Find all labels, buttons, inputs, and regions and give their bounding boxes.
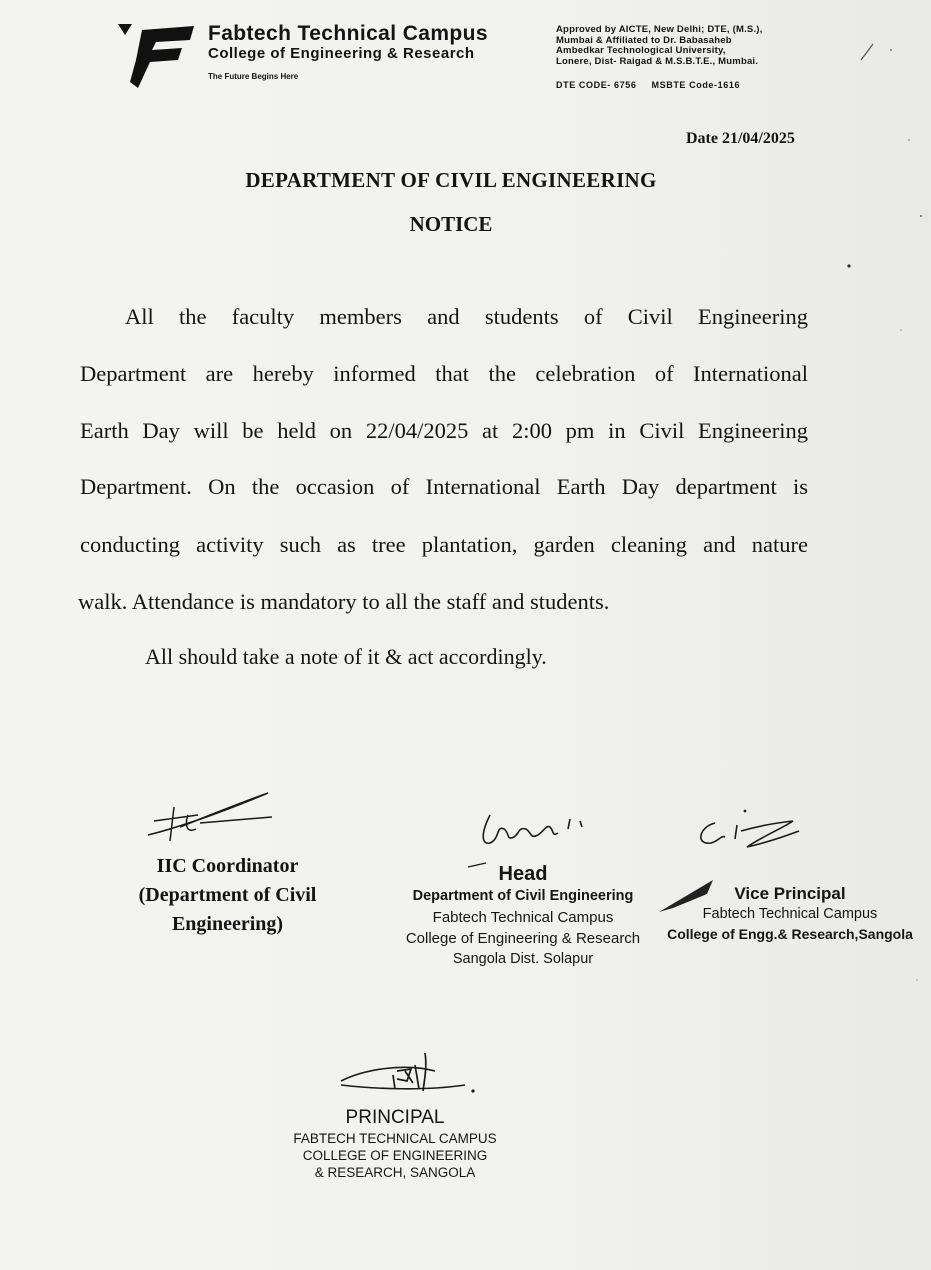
iic-signatory: [120, 852, 335, 939]
vice-principal-title: Vice Principal: [734, 884, 846, 903]
dte-code: DTE CODE- 6756: [556, 80, 637, 90]
signatory-line: Engineering): [171, 913, 284, 935]
department-heading: DEPARTMENT OF CIVIL ENGINEERING: [245, 168, 657, 192]
paper-texture: [841, 0, 931, 1270]
iic-signature: [140, 785, 285, 850]
notice-body-line: All the faculty members and students of Civil Engineering: [125, 304, 808, 329]
tagline: The Future Begins Here: [208, 72, 299, 81]
vice-principal-signature: [685, 805, 815, 865]
hod-title: Head: [498, 863, 548, 885]
stamp-line: & RESEARCH, SANGOLA: [314, 1165, 476, 1180]
notice-body-line: Department. On the occasion of International Earth Day department is: [80, 474, 808, 499]
stamp-line: Sangola Dist. Solapur: [452, 951, 594, 967]
stamp-line: College of Engg.& Research,Sangola: [667, 926, 913, 942]
institute-brand: [208, 22, 488, 81]
fabtech-logo-icon: [116, 20, 198, 92]
notice-body-line: Earth Day will be held on 22/04/2025 at 2:00 pm in Civil Engineering: [80, 418, 808, 443]
stamp-line: Fabtech Technical Campus: [432, 909, 614, 926]
hod-stamp: [388, 862, 658, 970]
notice-date: Date 21/04/2025: [686, 130, 795, 147]
approval-text: [556, 25, 816, 67]
closing-line: All should take a note of it & act accordingly.: [145, 644, 547, 669]
college-name: College of Engineering & Research: [208, 45, 475, 62]
approval-line: Mumbai & Affiliated to Dr. Babasaheb: [556, 34, 732, 46]
notice-title: NOTICE: [409, 212, 493, 236]
approval-line: Ambedkar Technological University,: [556, 45, 726, 56]
principal-title: PRINCIPAL: [345, 1107, 445, 1128]
notice-body-line: walk. Attendance is mandatory to all the staff and students.: [78, 589, 610, 614]
principal-signature: [335, 1045, 485, 1105]
signatory-line: IIC Coordinator: [156, 855, 299, 877]
institute-name: Fabtech Technical Campus: [208, 22, 488, 45]
approval-line: Lonere, Dist- Raigad & M.S.B.T.E., Mumbai.: [556, 55, 759, 67]
notice-body-line: Department are hereby informed that the celebration of International: [80, 361, 808, 386]
msbte-code: MSBTE Code-1616: [651, 80, 741, 90]
principal-stamp: [270, 1106, 520, 1181]
stamp-line: College of Engineering & Research: [405, 930, 641, 947]
institute-codes: [556, 80, 752, 90]
approval-line: Approved by AICTE, New Delhi; DTE, (M.S.),: [556, 24, 763, 35]
notice-body-line: conducting activity such as tree plantation, garden cleaning and nature: [80, 532, 808, 557]
stamp-line: Fabtech Technical Campus: [702, 906, 878, 922]
stamp-line: FABTECH TECHNICAL CAMPUS: [293, 1131, 497, 1146]
signatory-line: (Department of Civil: [138, 884, 317, 906]
stamp-line: Department of Civil Engineering: [412, 888, 634, 904]
stamp-line: COLLEGE OF ENGINEERING: [302, 1148, 488, 1163]
